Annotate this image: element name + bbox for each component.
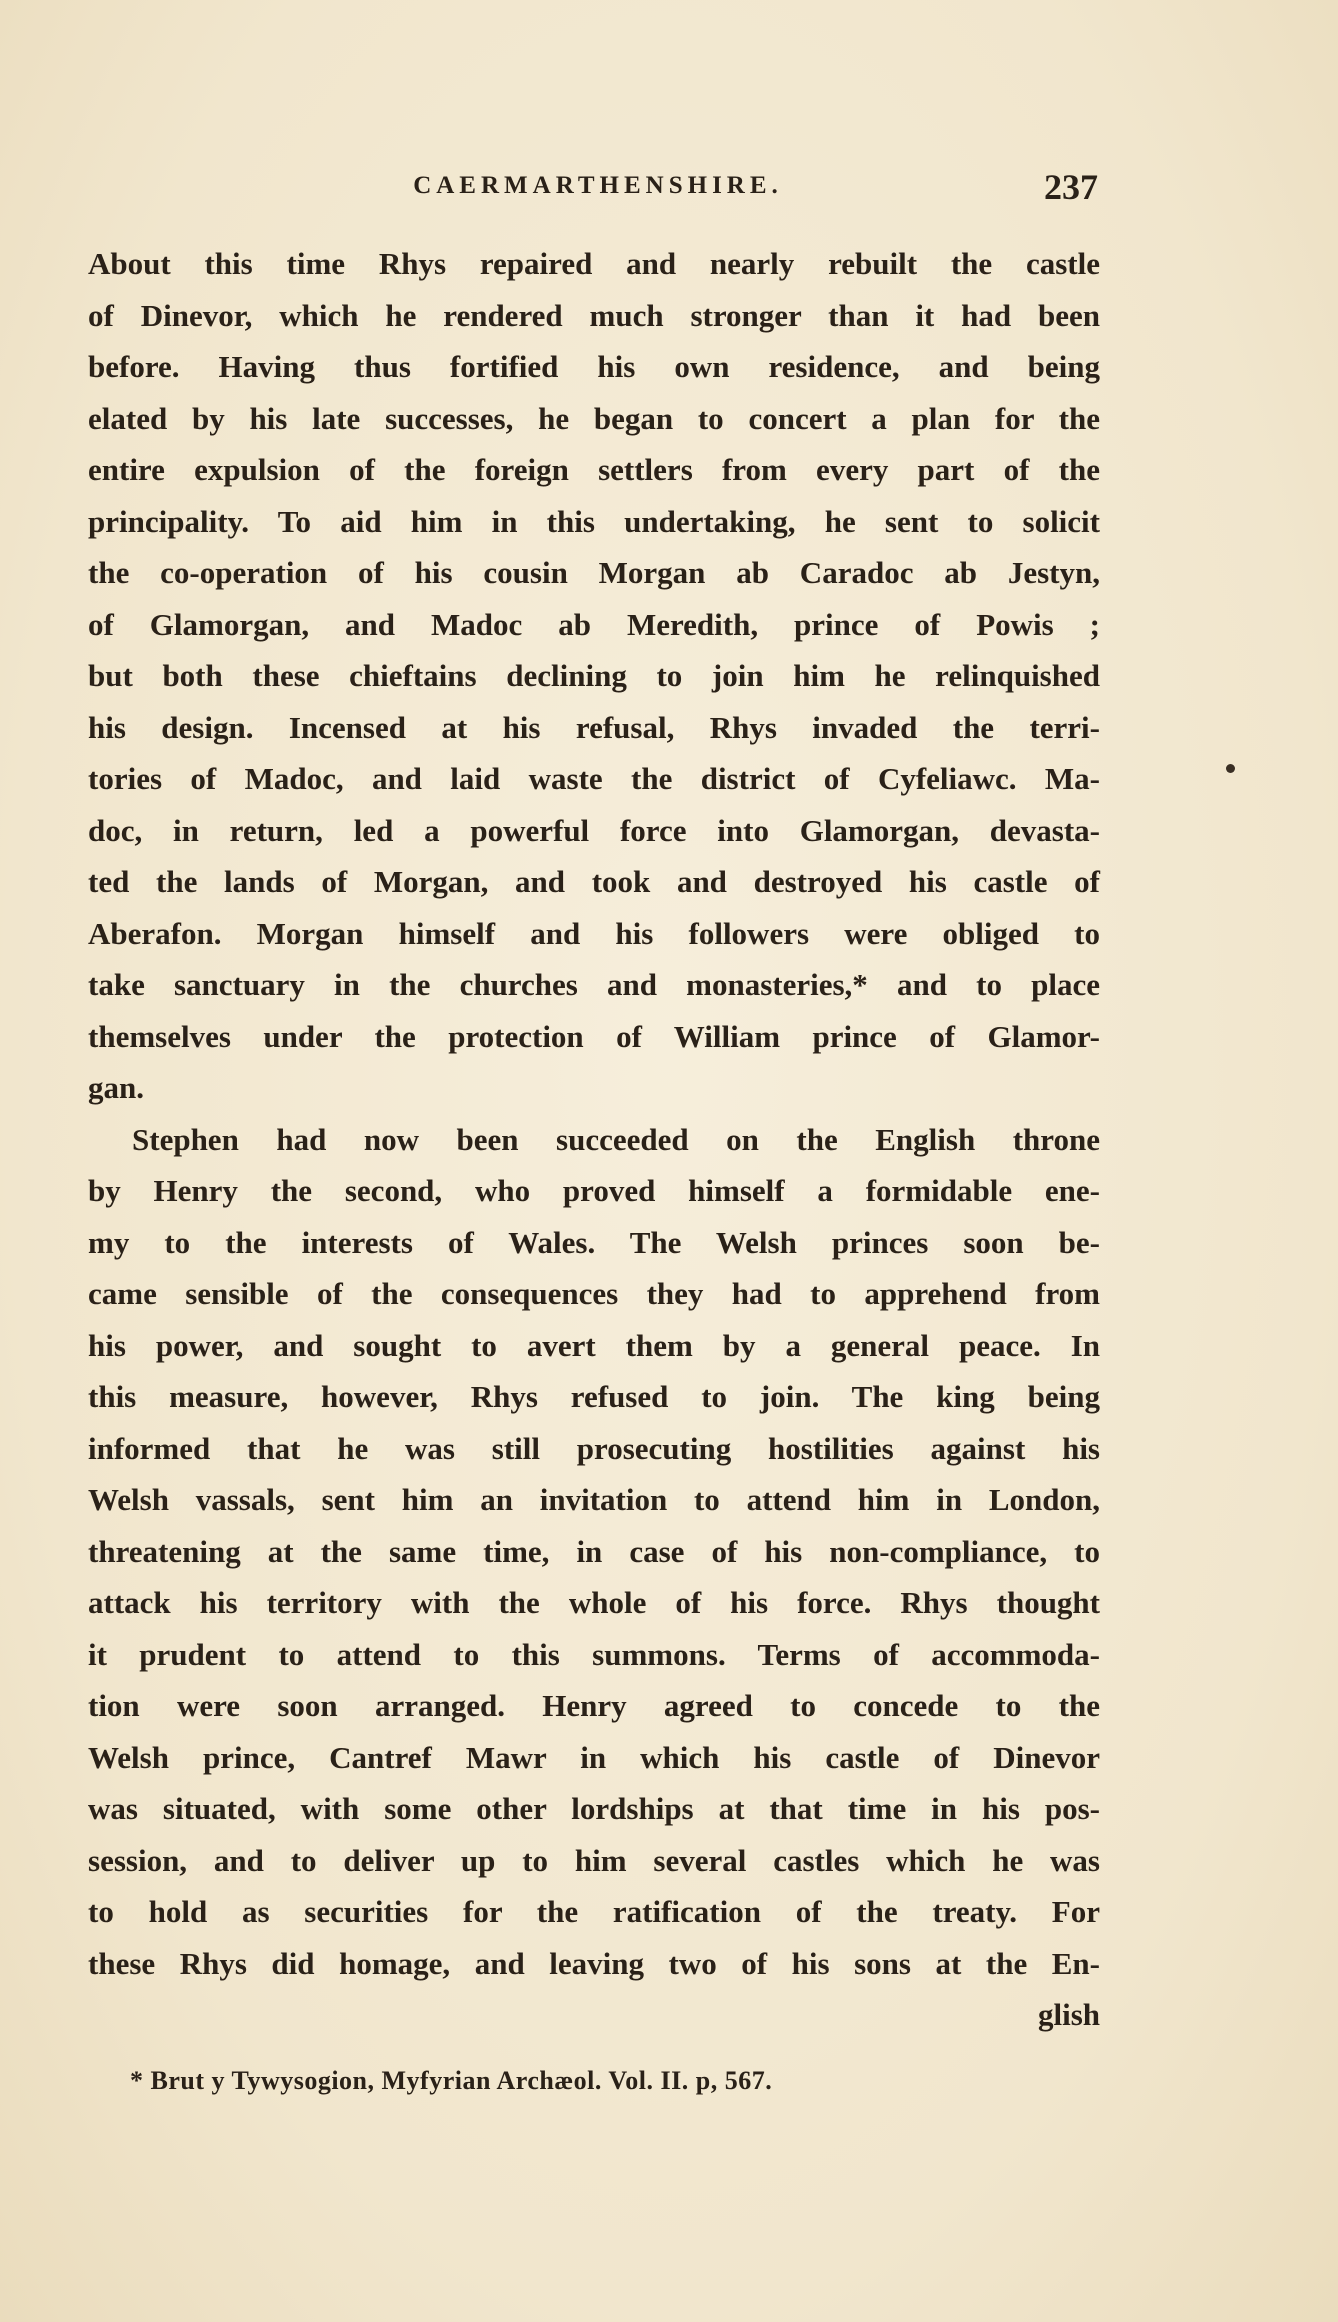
text-line: Welsh vassals, sent him an invitation to attend him in London, — [88, 1482, 1100, 1517]
text-line: to hold as securities for the ratification of the treaty. For — [88, 1894, 1100, 1929]
page-header — [98, 167, 1098, 212]
text-line: gan. — [88, 1070, 144, 1105]
text-line: this measure, however, Rhys refused to join. The king being — [88, 1379, 1100, 1414]
text-line: tion were soon arranged. Henry agreed to concede to the — [88, 1688, 1100, 1723]
text-line: principality. To aid him in this undertaking, he sent to solicit — [88, 503, 1100, 539]
text-line: session, and to deliver up to him several castles which he was — [88, 1842, 1100, 1878]
text-line: but both these chieftains declining to join him he relinquished — [88, 658, 1100, 693]
text-line: take sanctuary in the churches and monasteries,* and to place — [88, 967, 1100, 1002]
text-line: Welsh prince, Cantref Mawr in which his castle of Dinevor — [88, 1739, 1100, 1775]
text-line: doc, in return, led a powerful force into Glamorgan, devasta- — [88, 812, 1100, 848]
body-text — [88, 238, 1100, 2041]
text-line: ted the lands of Morgan, and took and destroyed his castle of — [88, 864, 1100, 899]
ink-speck — [1226, 764, 1235, 773]
text-line: elated by his late successes, he began to concert a plan for the — [88, 400, 1100, 436]
text-line: his design. Incensed at his refusal, Rhys invaded the terri- — [88, 709, 1100, 745]
text-line: his power, and sought to avert them by a general peace. In — [88, 1327, 1100, 1363]
text-line: the co-operation of his cousin Morgan ab Caradoc ab Jestyn, — [88, 555, 1100, 590]
text-line: before. Having thus fortified his own residence, and being — [88, 349, 1100, 384]
catchword: glish — [1037, 1997, 1100, 2032]
text-line: tories of Madoc, and laid waste the district of Cyfeliawc. Ma- — [88, 761, 1100, 796]
text-line: my to the interests of Wales. The Welsh princes soon be- — [88, 1224, 1100, 1260]
text-line: entire expulsion of the foreign settlers from every part of the — [88, 452, 1100, 487]
footnote: * Brut y Tywysogion, Myfyrian Archæol. Vol. II. p, 567. — [130, 2066, 773, 2095]
text-line: of Dinevor, which he rendered much stronger than it had been — [88, 297, 1100, 333]
text-line: of Glamorgan, and Madoc ab Meredith, prince of Powis ; — [88, 606, 1100, 642]
page-number: 237 — [1044, 167, 1098, 207]
text-line: Aberafon. Morgan himself and his followers were obliged to — [88, 915, 1100, 951]
text-line: it prudent to attend to this summons. Terms of accommoda- — [88, 1636, 1100, 1672]
text-line: Stephen had now been succeeded on the English throne — [132, 1121, 1100, 1157]
text-line: by Henry the second, who proved himself a formidable ene- — [88, 1173, 1100, 1208]
text-line: was situated, with some other lordships at that time in his pos- — [88, 1791, 1100, 1826]
text-line: informed that he was still prosecuting hostilities against his — [88, 1430, 1100, 1466]
text-line: themselves under the protection of William prince of Glamor- — [88, 1018, 1100, 1054]
text-line: came sensible of the consequences they had to apprehend from — [88, 1276, 1100, 1311]
text-line: About this time Rhys repaired and nearly rebuilt the castle — [88, 246, 1100, 281]
running-head: CAERMARTHENSHIRE. — [413, 172, 783, 199]
text-line: threatening at the same time, in case of his non-compliance, to — [88, 1533, 1100, 1569]
text-line: these Rhys did homage, and leaving two of his sons at the En- — [88, 1945, 1100, 1981]
text-line: attack his territory with the whole of his force. Rhys thought — [88, 1585, 1100, 1620]
